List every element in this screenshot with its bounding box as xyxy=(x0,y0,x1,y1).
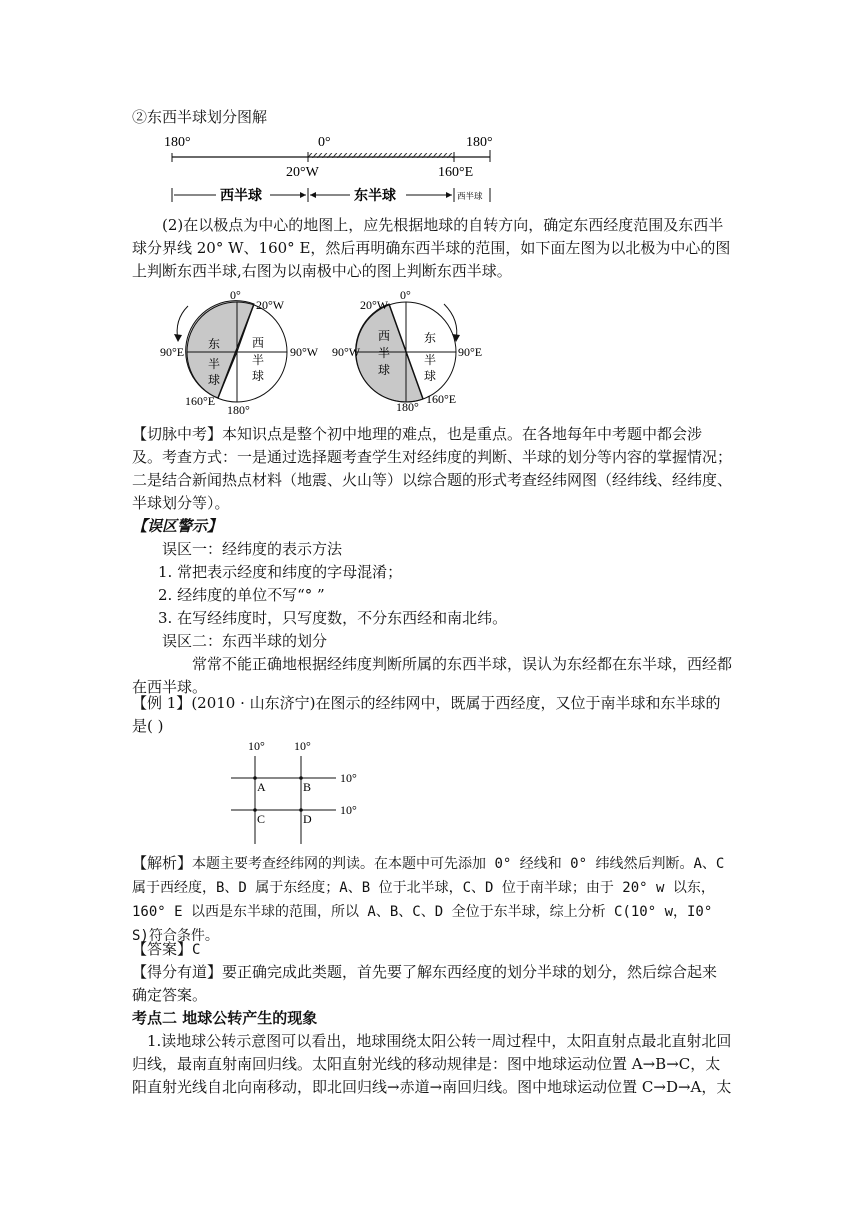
right-west-2: 半 xyxy=(378,346,391,360)
jiexi-paragraph xyxy=(132,852,732,948)
left-east-2: 半 xyxy=(208,357,221,371)
north-pole-hemisphere-diagram xyxy=(160,290,340,416)
hemi-caption: ②东西半球划分图解 xyxy=(132,108,268,126)
right-20w: 20°W xyxy=(360,298,389,312)
wuqu2-text: 常常不能正确地根据经纬度判断所属的东西半球，误认为东经都在东半球，西经都在西半球。 xyxy=(132,655,733,696)
point-d: D xyxy=(303,812,312,826)
answer-paragraph xyxy=(132,938,732,962)
answer-tag: 【答案】 xyxy=(132,940,193,958)
answer-value: C xyxy=(192,942,201,958)
west-hemi-label: 西半球 xyxy=(220,188,262,204)
right-90w: 90°W xyxy=(332,345,361,359)
hemisphere-line-diagram xyxy=(160,130,510,210)
east-hemi-label: 东半球 xyxy=(354,188,396,204)
example-1 xyxy=(132,692,732,738)
left-160e: 160°E xyxy=(185,394,216,408)
left-90w: 90°W xyxy=(290,345,319,359)
left-east-3: 球 xyxy=(208,373,221,387)
right-90e: 90°E xyxy=(458,345,483,359)
left-top-0: 0° xyxy=(230,290,241,302)
kaodian2-heading: 考点二 地球公转产生的现象 xyxy=(132,1009,318,1027)
grid-lon-left: 10° xyxy=(248,739,265,753)
wuqu-heading: 【误区警示】 xyxy=(132,517,223,535)
qiemai-text: 本知识点是整个初中地理的难点，也是重点。在各地每年中考题中都会涉及。考查方式：一是通过选择题考查学生对经纬度的判断、半球的划分等内容的掌握情况；二是结合新闻热点材料（地震、火山等）以综合题的形式考查经纬网图（经纬线、经纬度、半球划分等）。 xyxy=(132,425,733,512)
left-east-1: 东 xyxy=(208,337,221,351)
grid-lon-right: 10° xyxy=(294,739,311,753)
left-90e: 90°E xyxy=(160,345,185,359)
west-hemi-small-label: 西半球 xyxy=(457,191,483,201)
right-180-label: 180° xyxy=(466,135,493,150)
w20-label: 20°W xyxy=(286,165,319,180)
defen-tag: 【得分有道】 xyxy=(132,963,223,981)
left-180: 180° xyxy=(227,403,250,416)
right-180: 180° xyxy=(396,400,419,414)
e160-label: 160°E xyxy=(438,165,474,180)
defen-text: 要正确完成此类题，首先要了解东西经度的划分半球的划分，然后综合起来确定答案。 xyxy=(132,963,718,1004)
example-text: (2010 · 山东济宁)在图示的经纬网中，既属于西经度，又位于南半球和东半球的是( ) xyxy=(132,694,721,735)
point-b: B xyxy=(303,780,312,794)
right-top-0: 0° xyxy=(400,290,411,302)
right-160e: 160°E xyxy=(426,392,457,406)
example-tag: 【例 1】 xyxy=(132,694,192,712)
left-west-2: 半 xyxy=(252,353,265,367)
wuqu2-title: 误区二：东西半球的划分 xyxy=(162,632,328,650)
lat-lon-grid-diagram xyxy=(228,738,378,848)
right-east-3: 球 xyxy=(424,369,437,383)
paragraph-polar-maps: (2)在以极点为中心的地图上，应先根据地球的自转方向，确定东西经度范围及东西半球分界线 20° W、160° E，然后再明确东西半球的范围，如下面左图为以北极为中心的图上判断东西半球,右图为以南极中心的图上判断东西半球。 xyxy=(132,216,731,280)
right-west-1: 西 xyxy=(378,329,391,343)
point-a: A xyxy=(257,780,266,794)
right-east-2: 半 xyxy=(424,353,437,367)
wuqu1-item-2: 2. 经纬度的单位不写“° ” xyxy=(158,586,325,604)
wuqu1-item-1: 1. 常把表示经度和纬度的字母混淆； xyxy=(158,563,403,581)
gongzhuan-paragraph: 1.读地球公转示意图可以看出，地球围绕太阳公转一周过程中，太阳直射点最北直射北回归线，最南直射南回归线。太阳直射光线的移动规律是：图中地球运动位置 A→B→C，太阳直射光线自北向南移动，即北回归线→赤道→南回归线。图中地球运动位置 C→D→A，太 xyxy=(132,1032,732,1096)
right-east-1: 东 xyxy=(424,331,437,345)
wuqu1-title: 误区一：经纬度的表示方法 xyxy=(162,540,343,558)
jiexi-text: 本题主要考查经纬网的判读。在本题中可先添加 0° 经线和 0° 纬线然后判断。A、C 属于西经度，B、D 属于东经度；A、B 位于北半球，C、D 位于南半球；由于 20° w 以东，160° E 以西是东半球的范围，所以 A、B、C、D 全位于东半球，综上分析 C(10° w，I0° S)符合条件。 xyxy=(132,856,725,944)
wuqu1-item-3: 3. 在写经纬度时，只写度数，不分东西经和南北纬。 xyxy=(158,609,508,627)
qiemai-paragraph xyxy=(132,423,732,515)
right-west-3: 球 xyxy=(378,363,391,377)
left-west-1: 西 xyxy=(252,336,265,350)
left-20w: 20°W xyxy=(256,298,285,312)
defen-paragraph xyxy=(132,961,732,1007)
qiemai-tag: 【切脉中考】 xyxy=(132,425,223,443)
left-180-label: 180° xyxy=(164,135,191,150)
left-west-3: 球 xyxy=(252,369,265,383)
south-pole-hemisphere-diagram xyxy=(332,290,492,416)
zero-label: 0° xyxy=(318,135,331,150)
grid-lat-bottom: 10° xyxy=(340,803,357,817)
jiexi-tag: 【解析】 xyxy=(132,854,193,872)
grid-lat-top: 10° xyxy=(340,771,357,785)
point-c: C xyxy=(257,812,266,826)
